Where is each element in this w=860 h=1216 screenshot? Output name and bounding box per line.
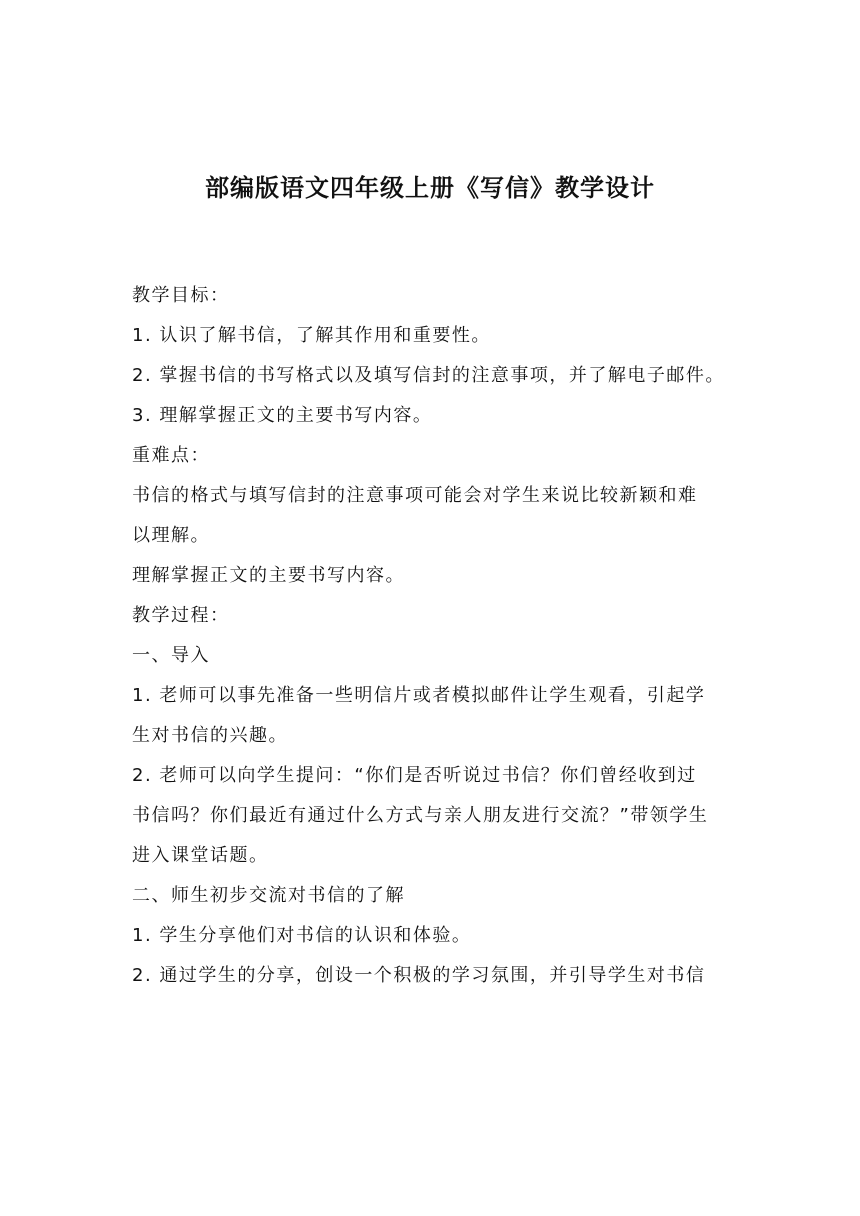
document-body <box>132 276 732 996</box>
process-item: 进入课堂话题。 <box>132 845 269 866</box>
subsection-heading-exchange: 二、师生初步交流对书信的了解 <box>132 885 405 906</box>
process-item: 书信吗？你们最近有通过什么方式与亲人朋友进行交流？”带领学生 <box>132 805 709 826</box>
objective-item: 1. 认识了解书信，了解其作用和重要性。 <box>132 325 491 346</box>
section-heading-process: 教学过程： <box>132 605 230 626</box>
key-point-text: 理解掌握正文的主要书写内容。 <box>132 565 405 586</box>
subsection-heading-intro: 一、导入 <box>132 645 210 666</box>
section-heading-objectives: 教学目标： <box>132 285 230 306</box>
process-item: 生对书信的兴趣。 <box>132 725 288 746</box>
section-heading-key-points: 重难点： <box>132 445 210 466</box>
objective-item: 3. 理解掌握正文的主要书写内容。 <box>132 405 433 426</box>
process-item: 1. 学生分享他们对书信的认识和体验。 <box>132 925 472 946</box>
process-item: 1. 老师可以事先准备一些明信片或者模拟邮件让学生观看，引起学 <box>132 685 706 706</box>
key-point-text: 书信的格式与填写信封的注意事项可能会对学生来说比较新颖和难 <box>132 485 698 506</box>
key-point-text: 以理解。 <box>132 525 210 546</box>
document-title: 部编版语文四年级上册《写信》教学设计 <box>205 174 655 202</box>
objective-item: 2. 掌握书信的书写格式以及填写信封的注意事项，并了解电子邮件。 <box>132 365 725 386</box>
process-item: 2. 通过学生的分享，创设一个积极的学习氛围，并引导学生对书信 <box>132 965 706 986</box>
process-item: 2. 老师可以向学生提问：“你们是否听说过书信？你们曾经收到过 <box>132 765 697 786</box>
